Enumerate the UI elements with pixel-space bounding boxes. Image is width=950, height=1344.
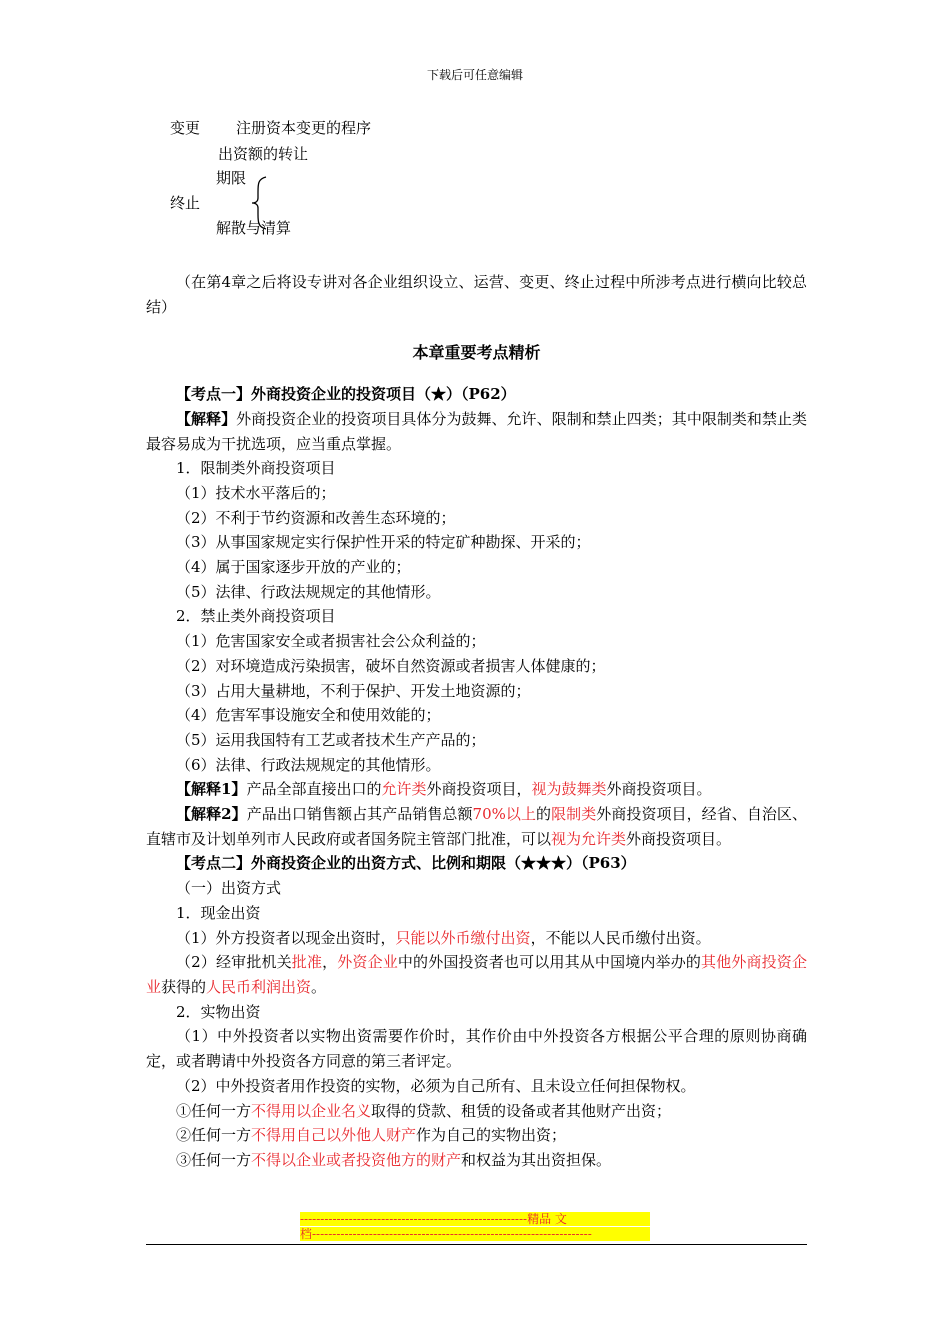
cash-item-1: （1）外方投资者以现金出资时，只能以外币缴付出资，不能以人民币缴付出资。 <box>176 928 711 947</box>
list-item: （6）法律、行政法规规定的其他情形。 <box>176 755 441 774</box>
explanation-paragraph: 【解释】外商投资企业的投资项目具体分为鼓舞、允许、限制和禁止四类；其中限制类和禁止类最容易成为干扰选项，应当重点掌握。 <box>146 409 807 453</box>
list-item: （3）占用大量耕地，不利于保护、开发土地资源的； <box>176 681 531 700</box>
kind-clause-2: ②任何一方不得用自己以外他人财产作为自己的实物出资； <box>176 1126 567 1145</box>
methods-title: （一）出资方式 <box>176 879 282 898</box>
outline-end-item-1: 期限 <box>216 169 247 187</box>
cash-item-2: （2）经审批机关批准，外资企业中的外国投资者也可以用其从中国境内举办的其他外商投资企业获得的人民币利润出资。 <box>146 953 807 996</box>
outline-change-label: 变更 <box>170 119 201 137</box>
outline-change-item-2: 出资额的转让 <box>218 145 309 163</box>
kind-title: 2．实物出资 <box>176 1002 261 1021</box>
point-2-title: 【考点二】外商投资企业的出资方式、比例和期限（★★★）（P63） <box>176 854 636 873</box>
note-paragraph: （在第4章之后将设专讲对各企业组织设立、运营、变更、终止过程中所涉考点进行横向比较总结） <box>146 273 807 316</box>
outline-change-item-1: 注册资本变更的程序 <box>236 119 372 137</box>
list-item: （1）技术水平落后的； <box>176 483 336 502</box>
kind-clause-1: ①任何一方不得用以企业名义取得的贷款、租赁的设备或者其他财产出资； <box>176 1101 672 1120</box>
kind-item-2: （2）中外投资者用作投资的实物，必须为自己所有、且未设立任何担保物权。 <box>176 1076 696 1095</box>
explanation-2: 【解释2】产品出口销售额占其产品销售总额70%以上的限制类外商投资项目，经省、自治区、直辖市及计划单列市人民政府或者国务院主管部门批准，可以视为允许类外商投资项目。 <box>146 805 807 848</box>
list-item: （3）从事国家规定实行保护性开采的特定矿种勘探、开采的； <box>176 533 591 552</box>
restricted-title: 1．限制类外商投资项目 <box>176 459 336 478</box>
list-item: （4）危害军事设施安全和使用效能的； <box>176 706 441 725</box>
point-1-title: 【考点一】外商投资企业的投资项目（★）（P62） <box>176 385 516 404</box>
prohibited-title: 2．禁止类外商投资项目 <box>176 607 336 626</box>
bottom-rule <box>146 1244 807 1245</box>
section-title: 本章重要考点精析 <box>412 343 541 363</box>
outline-end-item-2: 解散与清算 <box>216 219 292 237</box>
outline-end-label: 终止 <box>170 194 201 212</box>
document-body <box>146 270 807 1173</box>
list-item: （1）危害国家安全或者损害社会公众利益的； <box>176 632 486 651</box>
cash-title: 1．现金出资 <box>176 903 261 922</box>
kind-clause-3: ③任何一方不得以企业或者投资他方的财产和权益为其出资担保。 <box>176 1150 612 1169</box>
footer-line-1: --------------------------------------------------------精品 文 <box>300 1212 650 1226</box>
list-item: （4）属于国家逐步开放的产业的； <box>176 558 411 577</box>
kind-item-1: （1）中外投资者以实物出资需要作价时，其作价由中外投资各方根据公平合理的原则协商确定，或者聘请中外投资各方同意的第三者评定。 <box>146 1027 807 1071</box>
explanation-1: 【解释1】产品全部直接出口的允许类外商投资项目，视为鼓舞类外商投资项目。 <box>176 780 712 799</box>
list-item: （2）不利于节约资源和改善生态环境的； <box>176 508 456 527</box>
list-item: （2）对环境造成污染损害，破坏自然资源或者损害人体健康的； <box>176 656 606 675</box>
list-item: （5）运用我国特有工艺或者技术生产产品的； <box>176 730 486 749</box>
list-item: （5）法律、行政法规规定的其他情形。 <box>176 582 441 601</box>
page-header: 下载后可任意编辑 <box>426 68 523 82</box>
footer-line-2: 档--------------------------------------------------------------------- <box>300 1227 650 1241</box>
